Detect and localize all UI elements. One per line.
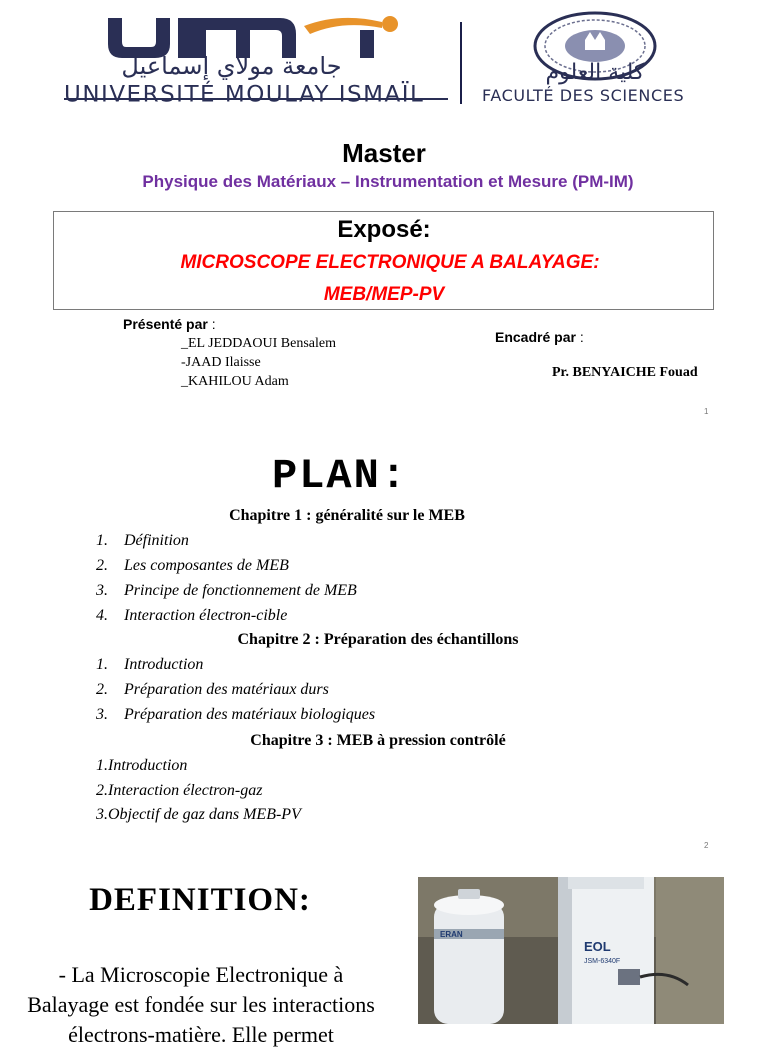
sem-microscope-photo: [418, 877, 724, 1024]
photo-left-tank-cap: [458, 889, 480, 899]
plan-item: 1. Introduction: [96, 656, 204, 673]
page-number: 1: [704, 407, 709, 416]
definition-line: Balayage est fondée sur les interactions: [27, 992, 375, 1017]
plan-item: 2. Préparation des matériaux durs: [96, 681, 329, 698]
degree-title: Master: [342, 138, 426, 168]
presenter-name: -JAAD Ilaisse: [181, 355, 261, 370]
plan-item: 3. Principe de fonctionnement de MEB: [96, 582, 357, 599]
photo-sem-port: [618, 969, 640, 985]
plan-item: 1. Définition: [96, 532, 189, 549]
plan-item: 3.Objectif de gaz dans MEB-PV: [96, 806, 301, 823]
photo-door-panel: [656, 877, 724, 1024]
presenter-name: _EL JEDDAOUI Bensalem: [181, 336, 337, 351]
sem-photo-illustration: [418, 877, 724, 1024]
university-arabic-name: جامعة مولاي إسماعيل: [121, 52, 342, 80]
chapter-1-heading: Chapitre 1 : généralité sur le MEB: [229, 507, 465, 524]
page-number: 2: [704, 841, 709, 850]
topic-title-line1: MICROSCOPE ELECTRONIQUE A BALAYAGE:: [180, 252, 600, 273]
umi-logo-i-dot: [382, 16, 398, 32]
definition-title: DEFINITION:: [89, 882, 311, 918]
faculty-arabic-name: كلية العلوم: [545, 60, 645, 85]
photo-sem-column-top: [568, 877, 644, 889]
faculty-latin-name: FACULTÉ DES SCIENCES: [482, 86, 685, 105]
photo-sem-column-shadow: [558, 877, 572, 1024]
plan-title: PLAN:: [271, 452, 409, 500]
plan-item: 3. Préparation des matériaux biologiques: [96, 706, 376, 723]
plan-item: 1.Introduction: [96, 757, 188, 774]
supervised-by-label: Encadré par :: [495, 329, 584, 345]
topic-title-line2: MEB/MEP-PV: [323, 284, 445, 305]
presented-by-label: Présenté par :: [123, 316, 216, 332]
definition-line: électrons-matière. Elle permet: [68, 1022, 334, 1047]
chapter-2-heading: Chapitre 2 : Préparation des échantillons: [237, 631, 519, 648]
photo-label-left: ERAN: [440, 930, 463, 939]
plan-item: 2.Interaction électron-gaz: [96, 782, 263, 799]
expose-label: Exposé:: [337, 216, 431, 243]
header-divider: [460, 22, 462, 104]
definition-body: [0, 960, 402, 1050]
chapter-3-heading: Chapitre 3 : MEB à pression contrôlé: [250, 732, 506, 749]
photo-label-right: EOL: [584, 939, 611, 954]
presenter-name: _KAHILOU Adam: [181, 374, 289, 389]
program-title: Physique des Matériaux – Instrumentation et Mesure (PM-IM): [142, 172, 634, 191]
plan-item: 4. Interaction électron-cible: [96, 607, 288, 624]
photo-label-model: JSM-6340F: [584, 958, 621, 965]
definition-line: - La Microscopie Electronique à: [58, 962, 344, 987]
supervisor-name: Pr. BENYAICHE Fouad: [552, 365, 698, 380]
photo-left-tank: [434, 903, 504, 1024]
plan-item: 2. Les composantes de MEB: [96, 557, 289, 574]
university-latin-name: UNIVERSITÉ MOULAY ISMAÏL: [64, 82, 425, 108]
